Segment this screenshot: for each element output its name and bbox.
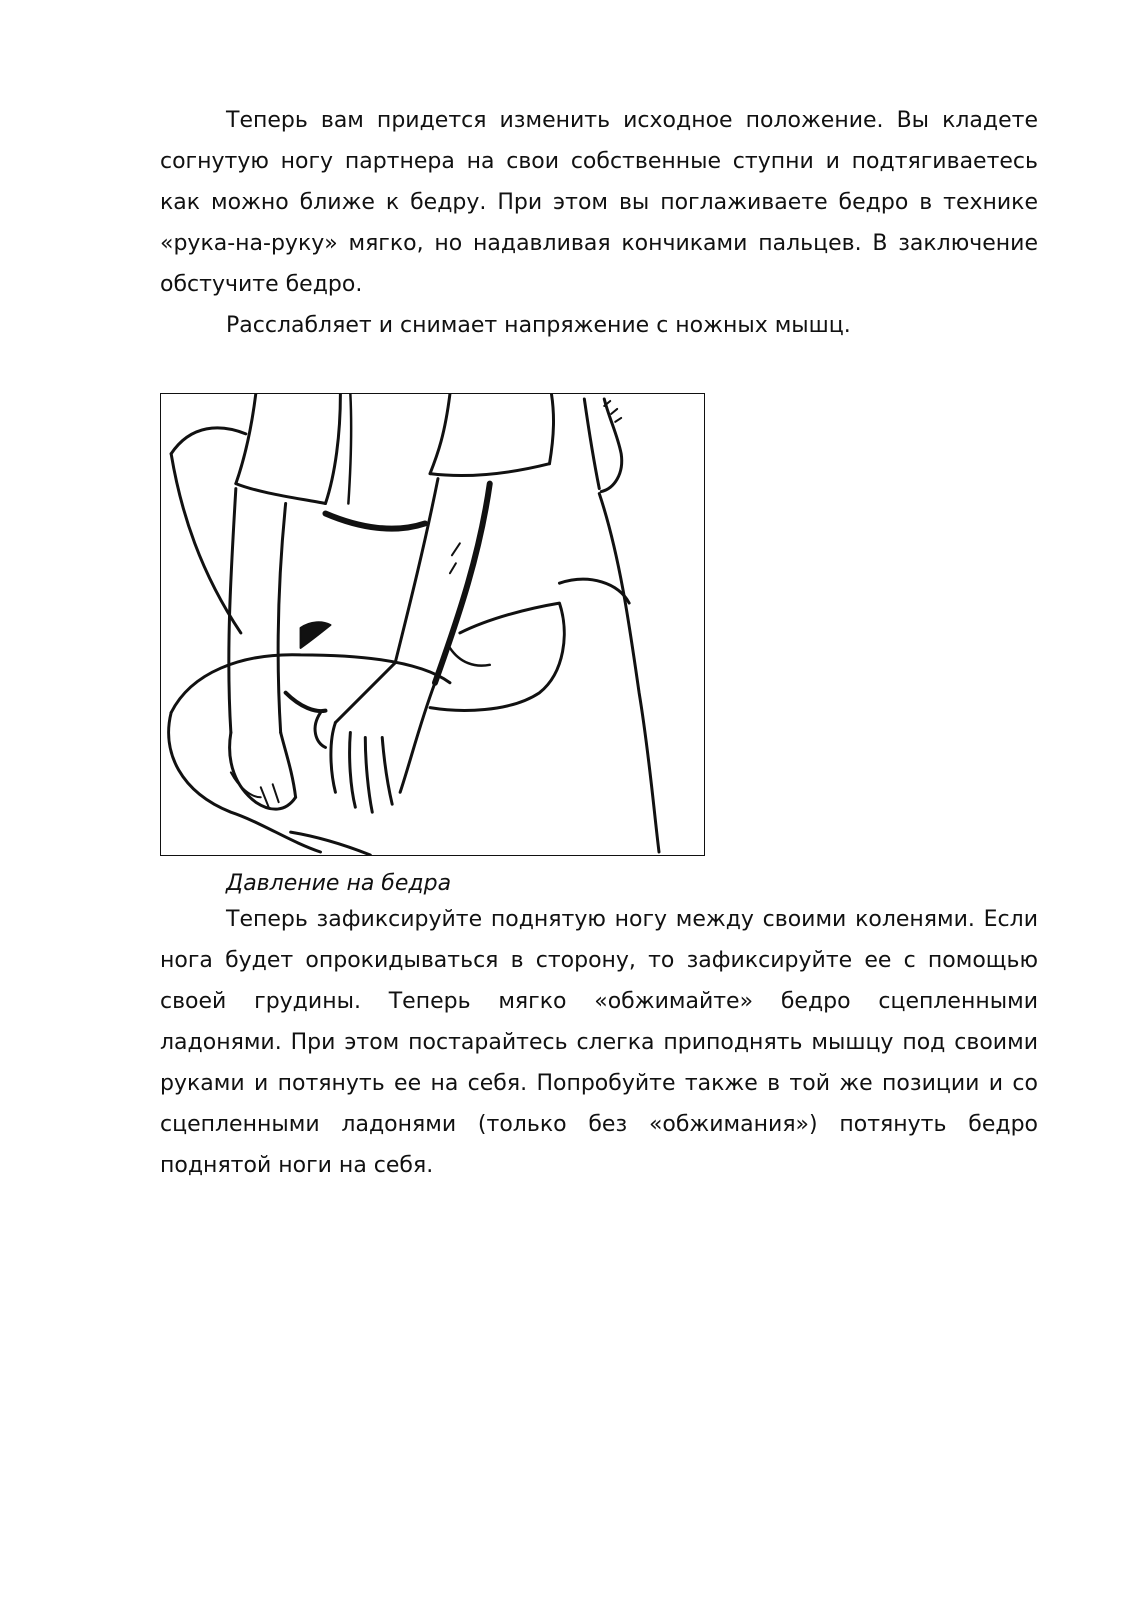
paragraph-1: Теперь вам придется изменить исходное положение. Вы кладете согнутую ногу партнера на свои собственные ступни и подтягиваетесь как можно ближе к бедру. При этом вы поглаживаете бедро в технике «рука-на-руку» мягко, но надавливая кончиками пальцев. В заключение обстучите бедро. (160, 108, 1038, 297)
paragraph-3: Теперь зафиксируйте поднятую ногу между своими коленями. Если нога будет опрокидываться в сторону, то зафиксируйте ее с помощью своей грудины. Теперь мягко «обжимайте» бедро сцепленными ладонями. При этом постарайтесь слегка приподнять мышцу под своими руками и потянуть ее на себя. Попробуйте также в той же позиции и со сцепленными ладонями (только без «обжимания») потянуть бедро поднятой ноги на себя. (160, 907, 1038, 1178)
line-drawing-thigh-pressure (161, 394, 704, 855)
top-text-block (160, 100, 1038, 346)
bottom-text-block (160, 899, 1038, 1186)
paragraph-2: Расслабляет и снимает напряжение с ножных мышц. (226, 313, 851, 338)
figure-caption: Давление на бедра (226, 871, 452, 896)
massage-illustration (160, 393, 705, 856)
